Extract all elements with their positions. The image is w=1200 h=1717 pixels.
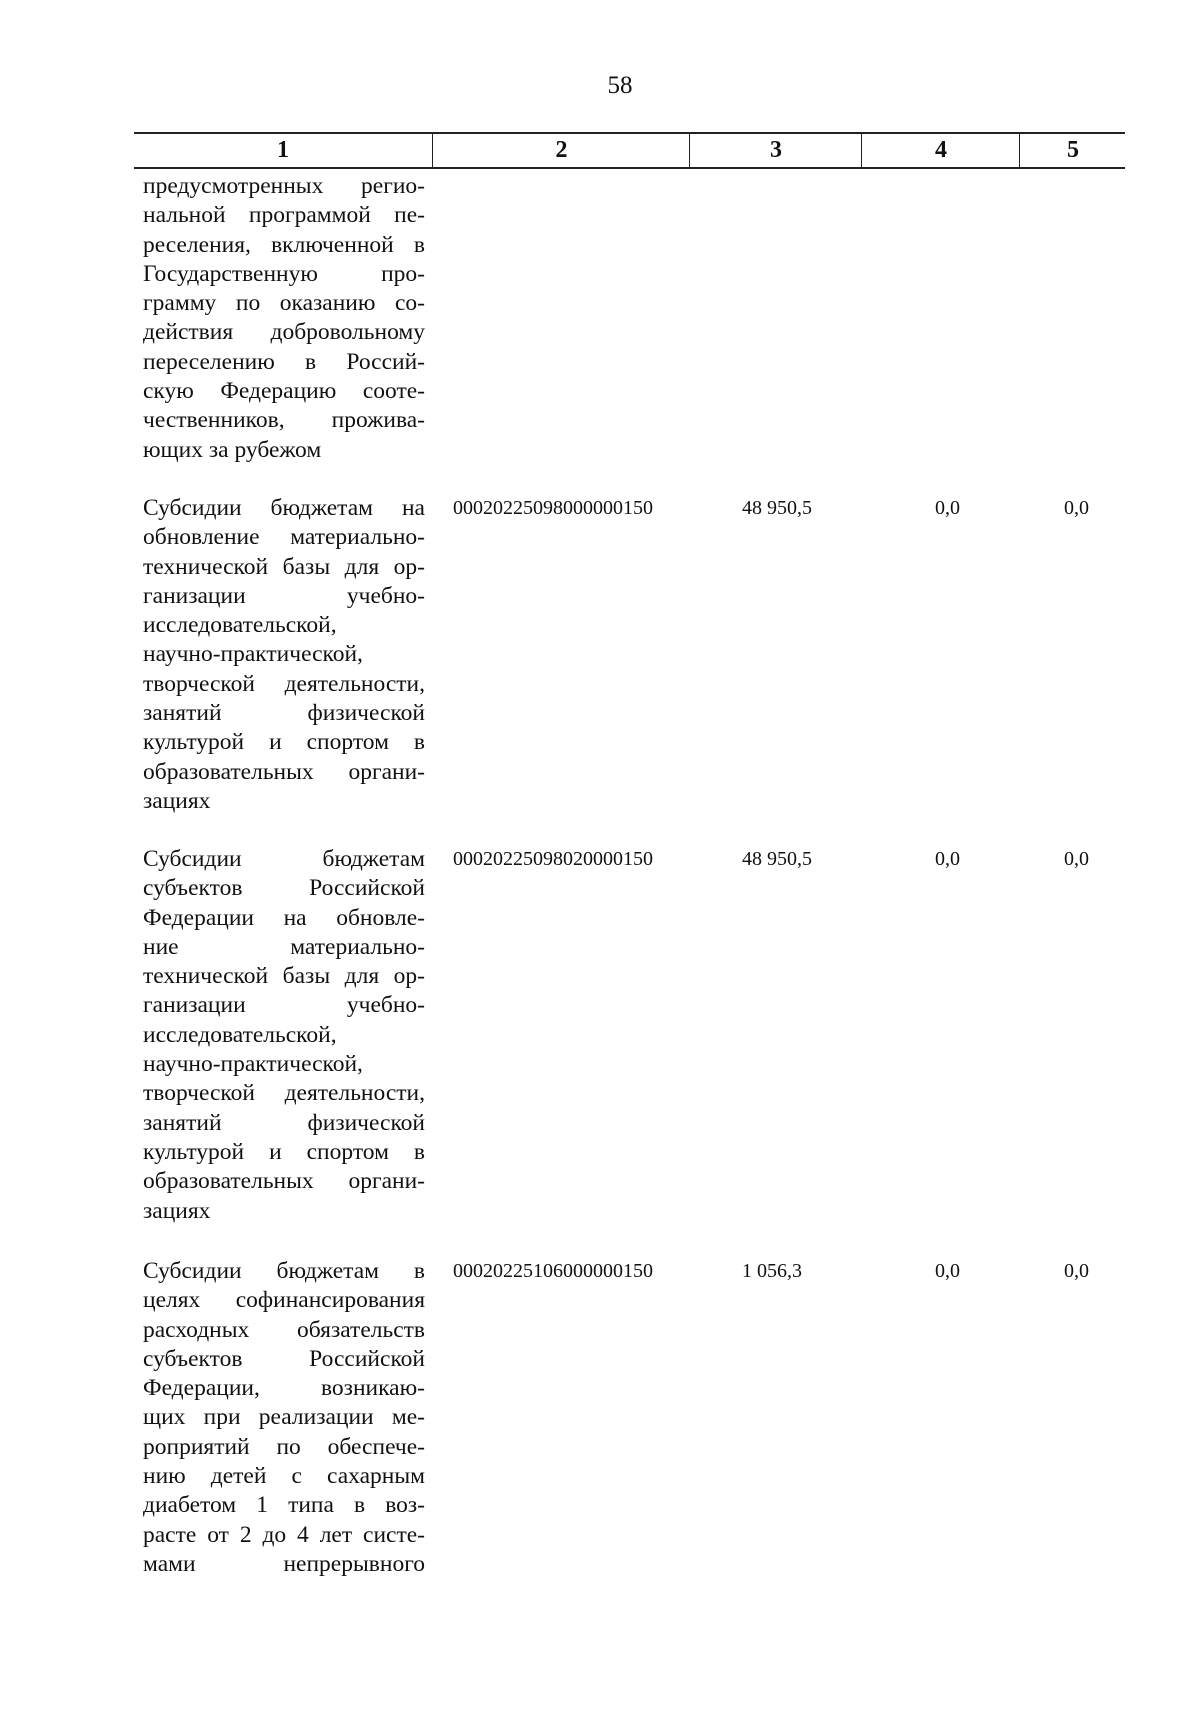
header-col-3: 3 [689, 134, 862, 167]
description-line: скую Федерацию сооте- [143, 378, 425, 405]
amount-col-5: 0,0 [1064, 497, 1089, 519]
description-line: творческой деятельности, [143, 670, 425, 697]
description-line: действия добровольному [143, 319, 425, 346]
description-line: ганизации учебно- [143, 582, 425, 609]
description-line: реселения, включенной в [143, 231, 425, 258]
row-description [143, 845, 425, 1226]
description-line: роприятий по обеспече- [143, 1433, 425, 1460]
description-line: творческой деятельности, [143, 1080, 425, 1107]
description-line: ющих за рубежом [143, 436, 322, 463]
description-line: нальной программой пе- [143, 202, 425, 229]
description-line: субъектов Российской [143, 875, 425, 902]
description-line: занятий физической [143, 700, 425, 727]
amount-col-4: 0,0 [935, 1260, 960, 1282]
description-line: исследовательской, [143, 612, 337, 639]
description-line: целях софинансирования [143, 1287, 425, 1314]
amount-col-4: 0,0 [935, 848, 960, 870]
description-line: научно-практической, [143, 641, 363, 668]
description-line: зациях [143, 1197, 211, 1224]
page-number: 58 [607, 72, 633, 99]
description-line: нию детей с сахарным [143, 1463, 425, 1490]
description-line: диабетом 1 типа в воз- [143, 1492, 425, 1519]
description-line: образовательных органи- [143, 1168, 425, 1195]
description-line: культурой и спортом в [143, 729, 425, 756]
amount-col-3: 1 056,3 [742, 1260, 802, 1282]
description-line: занятий физической [143, 1109, 425, 1136]
description-line: щих при реализации ме- [143, 1404, 425, 1431]
amount-col-4: 0,0 [935, 497, 960, 519]
description-line: Субсидии бюджетам [143, 846, 425, 872]
budget-code: 00020225106000000150 [453, 1260, 653, 1282]
row-description [143, 172, 425, 465]
description-line: предусмотренных регио- [143, 173, 425, 199]
description-line: переселению в Россий- [143, 348, 425, 375]
amount-col-3: 48 950,5 [742, 848, 812, 870]
header-col-5: 5 [1019, 134, 1126, 167]
table-header [134, 132, 1125, 169]
amount-col-5: 0,0 [1064, 848, 1089, 870]
description-line: Государственную про- [143, 260, 425, 287]
description-line: зациях [143, 787, 211, 814]
description-line: Федерации на обновле- [143, 904, 425, 931]
description-line: образовательных органи- [143, 758, 425, 785]
description-line: культурой и спортом в [143, 1138, 425, 1165]
row-description [143, 1257, 425, 1579]
header-col-2: 2 [432, 134, 690, 167]
description-line: Субсидии бюджетам в [143, 1258, 425, 1284]
description-line: грамму по оказанию со- [143, 290, 425, 317]
header-col-1: 1 [277, 137, 289, 163]
budget-code: 00020225098000000150 [453, 497, 653, 519]
description-line: расходных обязательств [143, 1316, 425, 1343]
description-line: мами непрерывного [143, 1550, 425, 1577]
description-line: технической базы для ор- [143, 553, 425, 580]
description-line: научно-практической, [143, 1051, 363, 1078]
description-line: технической базы для ор- [143, 963, 425, 990]
description-line: исследовательской, [143, 1021, 337, 1048]
description-line: чественников, прожива- [143, 407, 425, 434]
amount-col-5: 0,0 [1064, 1260, 1089, 1282]
amount-col-3: 48 950,5 [742, 497, 812, 519]
row-description [143, 494, 425, 816]
description-line: расте от 2 до 4 лет систе- [143, 1521, 425, 1548]
description-line: ганизации учебно- [143, 992, 425, 1019]
budget-code: 00020225098020000150 [453, 848, 653, 870]
description-line: Субсидии бюджетам на [143, 495, 425, 521]
description-line: обновление материально- [143, 524, 425, 551]
header-col-4: 4 [861, 134, 1020, 167]
description-line: Федерации, возникаю- [143, 1375, 425, 1402]
description-line: ние материально- [143, 933, 425, 960]
description-line: субъектов Российской [143, 1345, 425, 1372]
